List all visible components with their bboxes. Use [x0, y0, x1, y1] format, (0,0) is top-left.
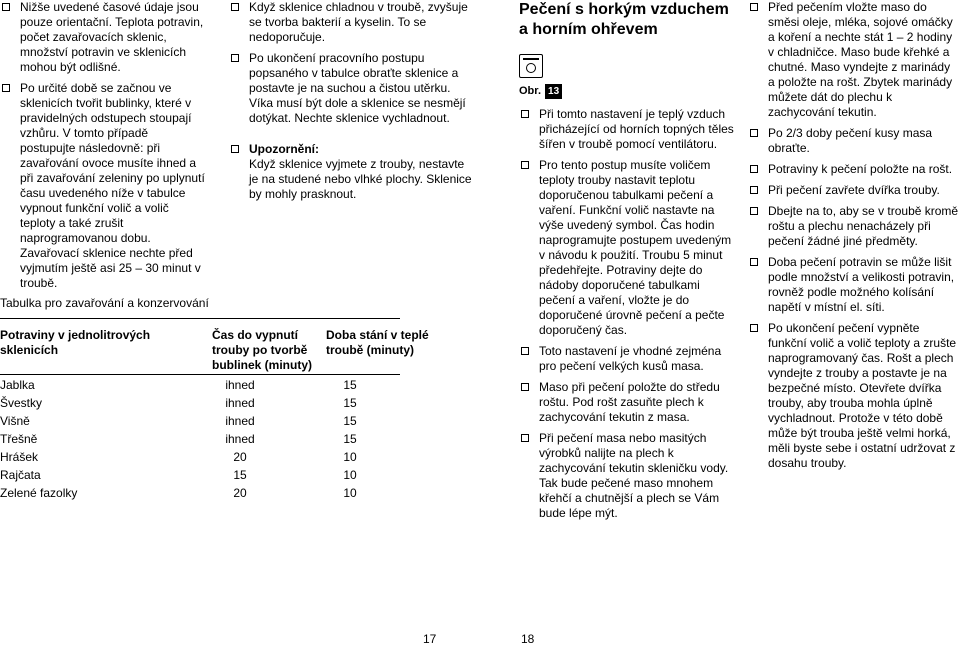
table-top-rule	[0, 318, 400, 319]
bullet-list-4	[748, 0, 960, 471]
bullet-icon	[231, 145, 239, 153]
list-item: Doba pečení potravin se může lišit podle množství a velikosti potravin, rovněž podle možného kolísání napětí v místní el. síti.	[748, 255, 960, 315]
column-2	[229, 0, 474, 202]
food-cell: Hrášek	[0, 450, 39, 464]
food-cell: Švestky	[0, 396, 43, 410]
list-item: Při pečení masa nebo masitých výrobků nalijte na plech k zachycování tekutin skleničku vody. Tak bude pečené maso mnohem křehčí a chutnější a plech se Vám bude lépe mýt.	[519, 431, 739, 521]
section-heading: Pečení s horkým vzduchem a horním ohřevem	[519, 1, 729, 38]
list-item: Nižše uvedené časové údaje jsou pouze orientační. Teplota potravin, počet zavařovacích sklenic, množství potravin ve sklenicích mohou být odlišné.	[0, 0, 205, 75]
time-cell: ihned	[225, 378, 255, 392]
standing-cell: 10	[343, 486, 357, 500]
column-3	[519, 0, 739, 527]
standing-cell: 15	[343, 396, 357, 410]
list-item: Po 2/3 doby pečení kusy masa obraťte.	[748, 126, 960, 156]
food-cell: Zelené fazolky	[0, 486, 78, 500]
list-item: Maso při pečení položte do středu roštu. Pod rošt zasuňte plech k zachycování tekutin z masa.	[519, 380, 739, 425]
list-item: Toto nastavení je vhodné zejména pro pečení velkých kusů masa.	[519, 344, 739, 374]
figure-caption	[519, 84, 739, 99]
table-row	[0, 414, 400, 432]
table-row	[0, 486, 400, 504]
time-cell: ihned	[225, 414, 255, 428]
figure-label: Obr.	[519, 85, 542, 97]
standing-cell: 10	[343, 450, 357, 464]
table-row	[0, 450, 400, 468]
table-row	[0, 468, 400, 486]
warning-block	[229, 142, 474, 202]
table-row	[0, 432, 400, 450]
time-cell: 20	[233, 486, 247, 500]
food-cell: Višně	[0, 414, 30, 428]
standing-cell: 10	[343, 468, 357, 482]
page-number-right: 18	[521, 632, 535, 646]
list-item: Při pečení zavřete dvířka trouby.	[748, 183, 960, 198]
food-cell: Třešně	[0, 432, 38, 446]
figure-number: 13	[545, 84, 562, 99]
warning-text: Když sklenice vyjmete z trouby, nestavte je na studené nebo vlhké plochy. Sklenice by mohly prasknout.	[249, 157, 472, 201]
bullet-list-3	[519, 107, 739, 521]
time-cell: ihned	[225, 396, 255, 410]
table-header-time: Čas do vypnutí trouby po tvorbě bublinek (minuty)	[212, 328, 312, 372]
list-item: Po ukončení pečení vypněte funkční volič a volič teploty a zrušte naprogramovaný čas. Rošt a plech vyndejte z trouby a postavte je na bezpečné místo. Otevřete dvířka trouby, aby trouba mohla úplně vychladnout. Protože v této době může být trouba ještě velmi horká, měli byste sebe i ostatní udržovat z dosahu trouby.	[748, 321, 960, 471]
list-item: Po určité době se začnou ve sklenicích tvořit bublinky, které v pravidelných odstupech stoupají vzhůru. V tomto případě postupujte následovně: při zavařování ovoce musíte ihned a při zavařování zeleniny po uplynutí času uvedeného níže v tabulce vypnout funkční volič a volič teploty a také zrušit naprogramovanou dobu. Zavařovací sklenice nechte před vyjmutím ještě asi 25 – 30 minut v troubě.	[0, 81, 205, 291]
table-header-food: Potraviny v jednolitrových sklenicích	[0, 328, 151, 357]
list-item: Potraviny k pečení položte na rošt.	[748, 162, 960, 177]
oven-fan-top-heat-icon	[519, 54, 543, 78]
warning-title: Upozornění:	[249, 142, 319, 156]
bullet-list-2	[229, 0, 474, 126]
time-cell: ihned	[225, 432, 255, 446]
table-header-standing: Doba stání v teplé troubě (minuty)	[326, 328, 429, 357]
list-item: Když sklenice chladnou v troubě, zvyšuje se tvorba bakterií a kyselin. To se nedoporučuje.	[229, 0, 474, 45]
time-cell: 15	[233, 468, 247, 482]
food-cell: Rajčata	[0, 468, 41, 482]
standing-cell: 15	[343, 414, 357, 428]
list-item: Dbejte na to, aby se v troubě kromě roštu a plechu nenacházely při pečení žádné jiné předměty.	[748, 204, 960, 249]
standing-cell: 15	[343, 378, 357, 392]
list-item: Při tomto nastavení je teplý vzduch přicházející od horních topných těles šířen v troubě pomocí ventilátoru.	[519, 107, 739, 152]
list-item: Před pečením vložte maso do směsi oleje, mléka, sojové omáčky a koření a nechte stát 1 – 2 hodiny v chladničce. Maso bude křehké a chutné. Maso vyndejte z marinády a položte na rošt. Zbytek marinády můžete dát do plechu k zachycování tekutin.	[748, 0, 960, 120]
food-cell: Jablka	[0, 378, 35, 392]
page-number-left: 17	[423, 632, 437, 646]
column-4	[748, 0, 960, 477]
table-title: Tabulka pro zavařování a konzervování	[0, 296, 209, 310]
table-header-rule	[0, 374, 400, 375]
standing-cell: 15	[343, 432, 357, 446]
list-item: Pro tento postup musíte voličem teploty trouby nastavit teplotu doporučenou tabulkami pečení a vaření. Funkční volič nastavte na výše uvedený symbol. Čas hodin naprogramujte postupem uvedeným v návodu k použití. Troubu 5 minut předehřejte. Potraviny dejte do nádoby doporučené tabulkami pečení a vaření, vložte je do doporučené úrovně pečení a pečte doporučený čas.	[519, 158, 739, 338]
table-row	[0, 396, 400, 414]
list-item: Po ukončení pracovního postupu popsaného v tabulce obraťte sklenice a postavte je na suchou a čistou utěrku. Víka musí být dole a sklenice se nesmějí dotýkat. Nechte sklenice vychladnout.	[229, 51, 474, 126]
table-row	[0, 378, 400, 396]
time-cell: 20	[233, 450, 247, 464]
